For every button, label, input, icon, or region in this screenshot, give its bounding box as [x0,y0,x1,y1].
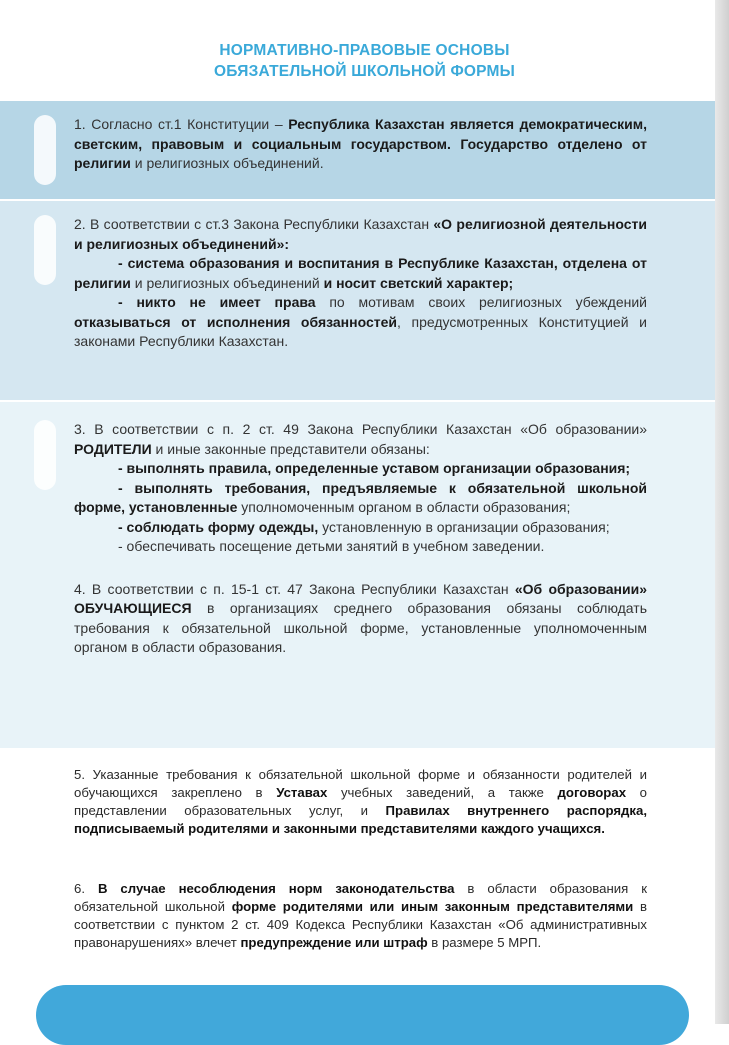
paragraph-2-item-2: - никто не имеет права по мотивам своих религиозных убеждений отказываться от исполнения обязанностей, предусмотренных Конституцией и законами Республики Казахстан. [74,294,647,349]
section-education-law [0,402,715,748]
section-tab-marker [34,420,56,490]
paragraph-2: 2. В соответствии с ст.3 Закона Республики Казахстан «О религиозной деятельности и религиозных объединений»: [74,216,647,252]
paragraph-1: 1. Согласно ст.1 Конституции – Республика Казахстан является демократическим, светским, правовым и социальным государством. Государство отделено от религии и религиозных объединений. [74,116,648,171]
paragraph-gap [74,557,647,580]
paragraph-3-item-3: - соблюдать форму одежды, установленную в организации образования; [118,518,610,535]
title-line-1: НОРМАТИВНО-ПРАВОВЫЕ ОСНОВЫ [219,42,510,59]
title-line-2: ОБЯЗАТЕЛЬНОЙ ШКОЛЬНОЙ ФОРМЫ [214,63,515,80]
section-tab-marker [34,115,56,185]
section-charters [0,766,715,838]
section-penalties [0,880,715,952]
section-tab-marker [34,215,56,285]
page-edge [715,0,729,1024]
section-constitution [0,101,715,199]
paragraph-2-item-1: - система образования и воспитания в Республике Казахстан, отделена от религии и религиозных объединений и носит светский характер; [74,255,647,291]
paragraph-3-item-4: - обеспечивать посещение детьми занятий в учебном заведении. [118,538,545,554]
paragraph-4: 4. В соответствии с п. 15-1 ст. 47 Закона Республики Казахстан «Об образовании» ОБУЧАЮЩИЕСЯ в организациях среднего образования обязаны соблюдать требования к обязательной школьной форме, установленные уполномоченным органом в области образования. [74,580,647,655]
page-title [0,40,729,82]
paragraph-3-item-1: - выполнять правила, определенные уставом организации образования; [118,460,631,476]
paragraph-3: 3. В соответствии с п. 2 ст. 49 Закона Республики Казахстан «Об образовании» РОДИТЕЛИ и иные законные представители обязаны: [74,421,647,457]
paragraph-3-item-2: - выполнять требования, предъявляемые к обязательной школьной форме, установленные уполномоченным органом в области образования; [74,479,647,515]
paragraph-6: 6. В случае несоблюдения норм законодательства в области образования к обязательной школьной форме родителями или иным законным представителями в соответствии с пунктом 2 ст. 409 Кодекса Республики Казахстан «Об административных правонарушениях» влечет предупреждение или штраф в размере 5 МРП. [74,881,648,950]
section-religion-law [0,201,715,400]
bottom-decorative-bar [36,985,689,1045]
paragraph-5: 5. Указанные требования к обязательной школьной форме и обязанности родителей и обучающихся закреплено в Уставах учебных заведений, а также договорах о представлении образовательных услуг, и Правилах внутреннего распорядка, подписываемый родителями и законными представителями каждого учащихся. [74,767,647,836]
